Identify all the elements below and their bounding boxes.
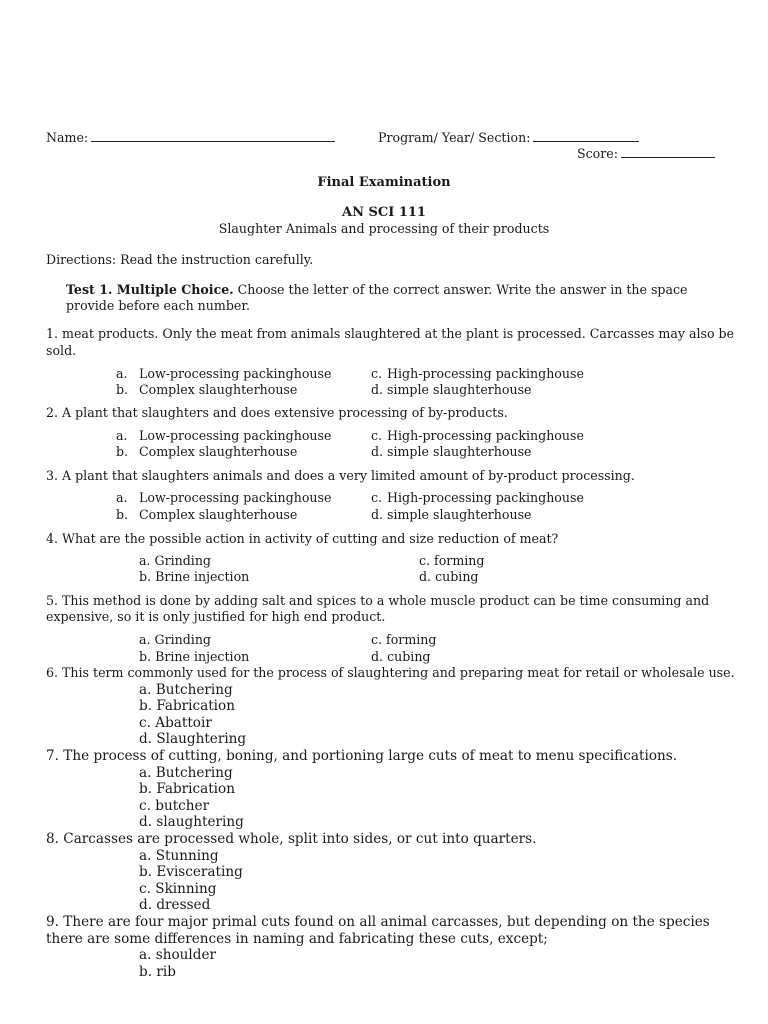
option-text: Low-processing packinghouse [139, 428, 332, 443]
option-text: b. Fabrication [139, 781, 235, 797]
score-field[interactable] [577, 146, 715, 161]
option-text: d. Slaughtering [139, 731, 247, 747]
question-2-text: 2. A plant that slaughters and does extensive processing of by-products. [46, 405, 508, 420]
question-5-text-cont: expensive, so it is only justified for high end product. [46, 609, 386, 624]
option-text: b. Brine injection [139, 649, 250, 664]
question-5-text: 5. This method is done by adding salt and spices to a whole muscle product can be time consuming and [46, 593, 710, 608]
option-text: a. Grinding [139, 632, 211, 647]
question-1-text: 1. meat products. Only the meat from animals slaughtered at the plant is processed. Carcasses may also be [46, 326, 735, 341]
option-text: simple slaughterhouse [387, 444, 532, 459]
option-text: Complex slaughterhouse [139, 507, 298, 522]
program-blank[interactable] [533, 130, 639, 142]
option-text: b. Fabrication [139, 698, 235, 714]
option-letter: c. [371, 366, 383, 381]
option-letter: a. [116, 428, 128, 443]
option-text: d. cubing [371, 649, 431, 664]
option-text: Low-processing packinghouse [139, 366, 332, 381]
question-9-text: 9. There are four major primal cuts found on all animal carcasses, but depending on the species [46, 914, 710, 930]
option-text: Complex slaughterhouse [139, 382, 298, 397]
program-field[interactable] [378, 130, 639, 145]
option-text: a. Butchering [139, 682, 233, 698]
question-3-text: 3. A plant that slaughters animals and does a very limited amount of by-product processing. [46, 468, 635, 483]
test1-instruction-line1: Choose the letter of the correct answer. Write the answer in the space [233, 282, 688, 297]
option-text: c. Skinning [139, 881, 217, 897]
option-letter: d. [371, 507, 384, 522]
option-text: b. Brine injection [139, 569, 250, 584]
option-letter: b. [116, 382, 129, 397]
question-9-text-cont: there are some differences in naming and fabricating these cuts, except; [46, 931, 548, 947]
option-text: c. Abattoir [139, 715, 212, 731]
option-letter: b. [116, 507, 129, 522]
score-label: Score: [577, 146, 618, 161]
option-letter: b. [116, 444, 129, 459]
course-code: AN SCI 111 [342, 205, 426, 220]
option-text: c. forming [371, 632, 437, 647]
option-text: a. shoulder [139, 947, 217, 963]
option-text: a. Grinding [139, 553, 211, 568]
question-6-text: 6. This term commonly used for the process of slaughtering and preparing meat for retail or wholesale use. [46, 665, 735, 680]
name-label: Name: [46, 130, 89, 145]
question-4-text: 4. What are the possible action in activity of cutting and size reduction of meat? [46, 531, 559, 546]
directions: Directions: Read the instruction carefully. [46, 252, 314, 267]
option-text: Complex slaughterhouse [139, 444, 298, 459]
question-7-text: 7. The process of cutting, boning, and portioning large cuts of meat to menu specifications. [46, 748, 678, 764]
option-text: High-processing packinghouse [387, 366, 584, 381]
option-text: Low-processing packinghouse [139, 490, 332, 505]
name-field[interactable] [46, 130, 335, 145]
option-text: d. cubing [419, 569, 479, 584]
option-text: High-processing packinghouse [387, 428, 584, 443]
option-letter: d. [371, 382, 384, 397]
test1-instruction-line2: provide before each number. [66, 298, 251, 313]
score-blank[interactable] [621, 146, 715, 158]
exam-title: Final Examination [317, 175, 451, 190]
option-text: simple slaughterhouse [387, 382, 532, 397]
course-title: Slaughter Animals and processing of their products [218, 221, 550, 236]
option-letter: c. [371, 428, 383, 443]
question-1-text-cont: sold. [46, 343, 77, 358]
program-label: Program/ Year/ Section: [378, 130, 531, 145]
option-text: c. forming [419, 553, 485, 568]
test1-instruction [66, 282, 688, 297]
option-letter: c. [371, 490, 383, 505]
option-text: High-processing packinghouse [387, 490, 584, 505]
option-text: c. butcher [139, 798, 210, 814]
question-8-text: 8. Carcasses are processed whole, split into sides, or cut into quarters. [46, 831, 537, 847]
option-letter: a. [116, 490, 128, 505]
option-text: b. rib [139, 964, 176, 980]
option-text: a. Butchering [139, 765, 233, 781]
option-text: d. dressed [139, 897, 211, 913]
option-text: d. slaughtering [139, 814, 244, 830]
option-text: a. Stunning [139, 848, 219, 864]
option-letter: d. [371, 444, 384, 459]
option-text: simple slaughterhouse [387, 507, 532, 522]
name-blank[interactable] [91, 130, 335, 142]
option-letter: a. [116, 366, 128, 381]
test1-heading: Test 1. Multiple Choice. [66, 282, 234, 297]
option-text: b. Eviscerating [139, 864, 243, 880]
